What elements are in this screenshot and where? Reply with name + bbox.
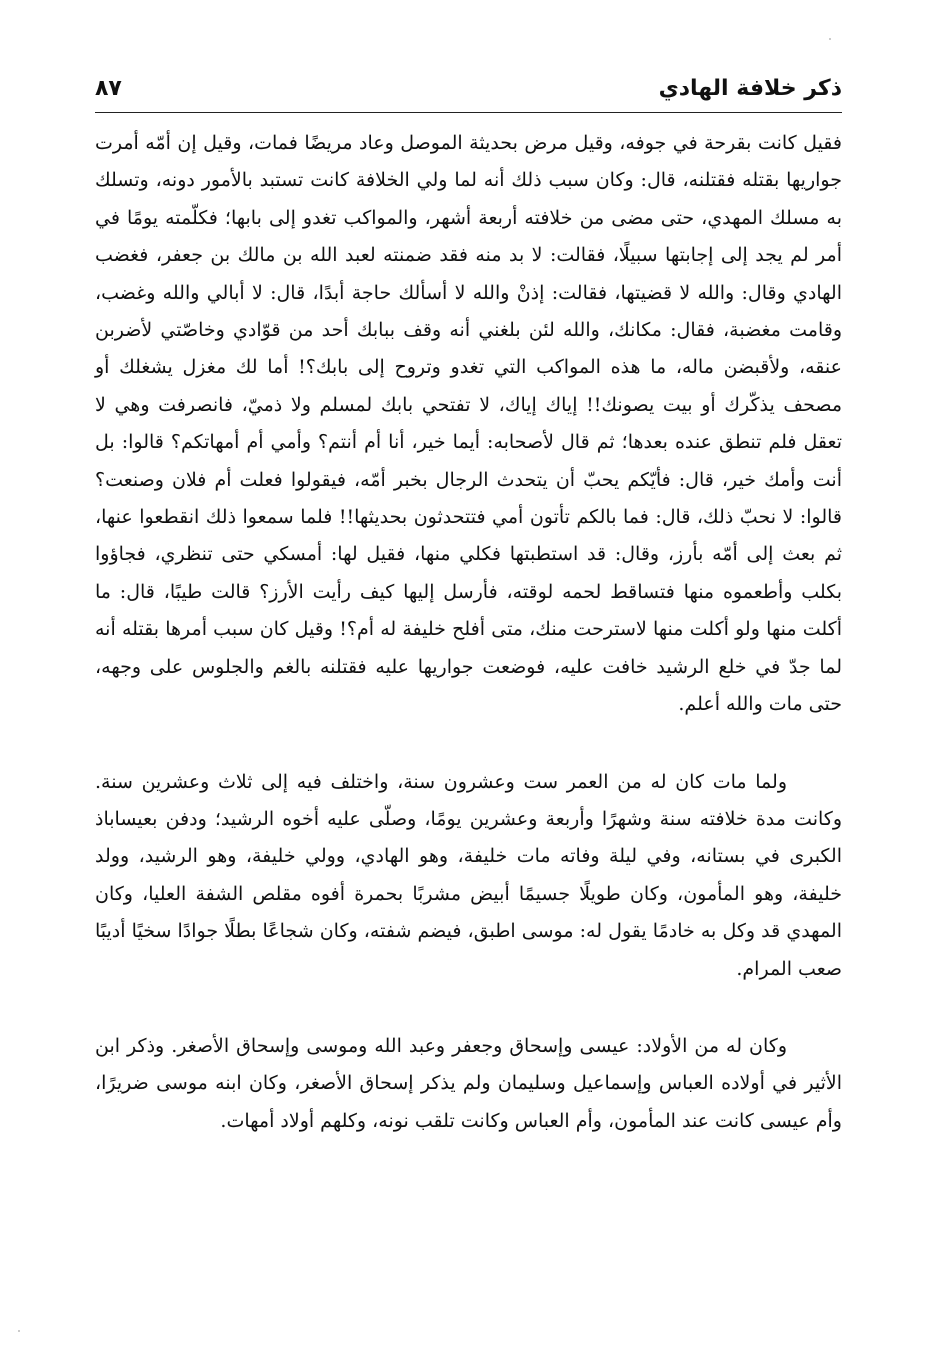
paragraph: ولما مات كان له من العمر ست وعشرون سنة، واختلف فيه إلى ثلاث وعشرين سنة. وكانت مدة خلافته سنة وشهرًا وأربعة وعشرين يومًا، وصلّى عليه أخوه الرشيد؛ ودفن بعيساباذ الكبرى في بستانه، وفي ليلة وفاته مات خليفة، وهو الهادي، وولي خليفة، وهو الرشيد، وولد خليفة، وهو المأمون، وكان طويلًا جسيمًا أبيض مشربًا بحمرة أفوه مقلص الشفة العليا، وكان المهدي قد وكل به خادمًا يقول له: موسى اطبق، فيضم شفته، وكان شجاعًا بطلًا جوادًا سخيًا أديبًا صعب المرام. — [95, 770, 843, 980]
paragraph: فقيل كانت بقرحة في جوفه، وقيل مرض بحديثة الموصل وعاد مريضًا فمات، وقيل إن أمّه أمرت جواريها بقتله فقتلنه، قال: وكان سبب ذلك أنه لما ولي الخلافة كانت تستبد بالأمور دونه، وتسلك به مسلك المهدي، حتى مضى من خلافته أربعة أشهر، والمواكب تغدو إلى بابها؛ فكلّمته يومًا في أمر لم يجد إلى إجابتها سبيلًا، فقالت: لا بد منه فقد ضمنته لعبد الله بن مالك بن جعفر، فغضب الهادي وقال: والله لا قضيتها، فقالت: إذنْ والله لا أسألك حاجة أبدًا، قال: لا أبالي والله وغضب، وقامت مغضبة، فقال: مكانك، والله لئن بلغني أنه وقف ببابك أحد من قوّادي وخاصّتي لأضربن عنقه، ولأقبضن ماله، ما هذه المواكب التي تغدو وتروح إلى بابك؟! أما لك مغزل يشغلك أو مصحف يذكّرك أو بيت يصونك!! إياك إياك، لا تفتحي بابك لمسلم ولا ذميّ، فانصرفت وهي لا تعقل فلم تنطق عنده بعدها؛ ثم قال لأصحابه: أيما خير، أنا أم أنتم؟ وأمي أم أمهاتكم؟ قالوا: بل أنت وأمك خير، قال: فأيّكم يحبّ أن يتحدث الرجال بخبر أمّه، فيقولوا فعلت أم فلان وصنعت؟ قالوا: لا نحبّ ذلك، قال: فما بالكم تأتون أمي فتتحدثون بحديثها!! فلما سمعوا ذلك انقطعوا عنها، ثم بعث إلى أمّه بأرز، وقال: قد استطبتها فكلي منها، فقيل لها: أمسكي حتى تنظري، فجاؤوا بكلب وأطعموه منها فتساقط لحمه لوقته، فأرسل إليها كيف رأيت الأرز؟ قالت طيبًا، قال: ما أكلت منها ولو أكلت منها لاسترحت منك، متى أفلح خليفة له أم؟! وقيل كان سبب أمرها بقتله أنه لما جدّ في خلع الرشيد خافت عليه، فوضعت جواريها عليه فقتلنه بالغم والجلوس على وجهه، حتى مات والله أعلم. — [95, 132, 842, 716]
paragraph: وكان له من الأولاد: عيسى وإسحاق وجعفر وعبد الله وموسى وإسحاق الأصغر. وذكر ابن الأثير في أولاده العباس وإسماعيل وسليمان ولم يذكر إسحاق الأصغر، وكان ابنه موسى ضريرًا، وأم عيسى كانت عند المأمون، وأم العباس وكانت تلقب نونه، وكلهم أولاد أمهات. — [95, 1034, 842, 1132]
running-head: ذكر خلافة الهادي — [658, 76, 842, 101]
scan-speck — [18, 1330, 20, 1332]
body-text — [95, 125, 842, 1140]
page-number: ٨٧ — [95, 76, 122, 101]
scan-speck — [829, 38, 831, 40]
page-header — [95, 72, 842, 113]
